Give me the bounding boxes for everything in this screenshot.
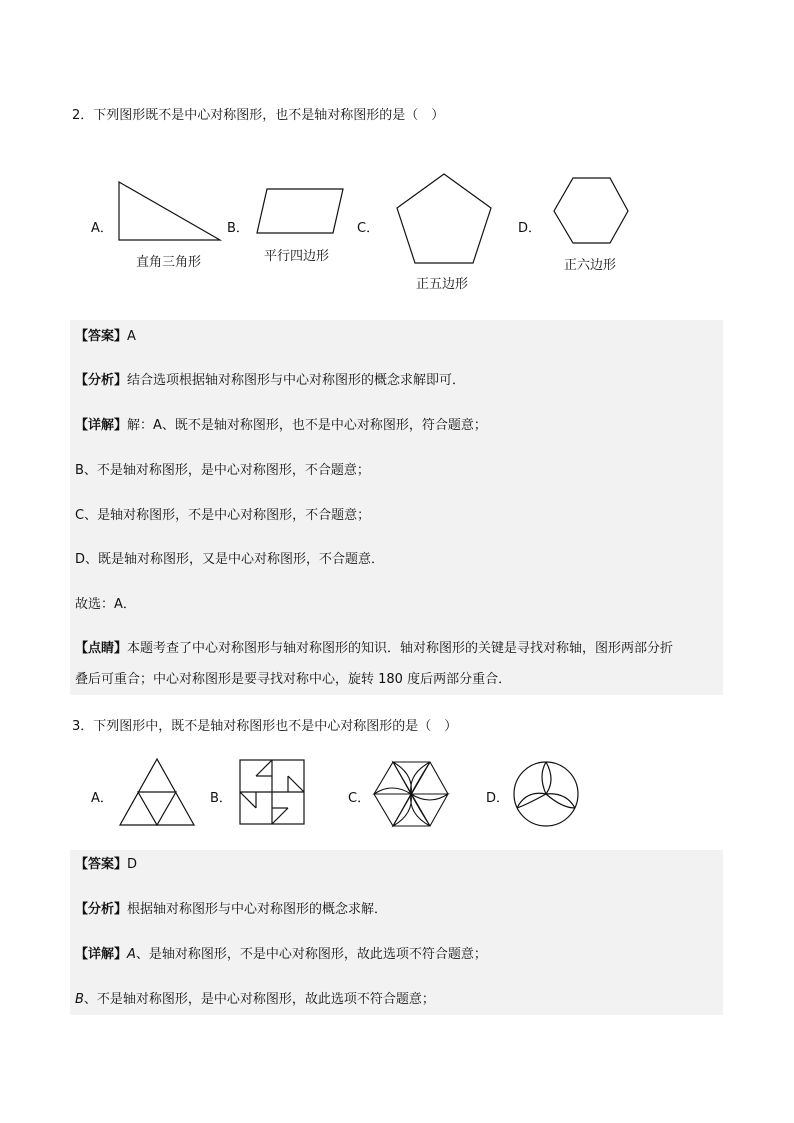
hexagon-flower-figure <box>374 762 448 826</box>
subdivided-triangle-figure <box>120 759 194 825</box>
detail-tag: 【详解】 <box>75 418 128 433</box>
q2-option-a-caption: 直角三角形 <box>136 255 202 270</box>
q2-detail-4: D、既是轴对称图形，又是中心对称图形，不合题意． <box>75 552 385 567</box>
comment-tag: 【点睛】 <box>75 641 128 656</box>
detail-letter: A <box>127 947 136 962</box>
q2-detail-3: C、是轴对称图形，不是中心对称图形，不合题意； <box>75 508 371 523</box>
detail-text: 解：A、既不是轴对称图形，也不是中心对称图形，符合题意； <box>127 418 487 433</box>
q2-comment-2: 叠后可重合；中心对称图形是要寻找对称中心，旋转 180 度后两部分重合． <box>75 672 512 687</box>
q3-detail-2 <box>75 990 435 1009</box>
q2-option-c-caption: 正五边形 <box>416 277 469 292</box>
analysis-tag: 【分析】 <box>75 373 128 388</box>
pinwheel-square-figure <box>240 760 304 824</box>
q2-choice: 故选：A． <box>75 597 136 612</box>
q3-analysis <box>75 900 387 919</box>
answer-tag: 【答案】 <box>75 857 128 872</box>
q2-option-b-label: B． <box>227 221 249 236</box>
q2-option-b-caption: 平行四边形 <box>264 249 330 264</box>
q2-option-d-label: D． <box>518 221 542 236</box>
q3-answer <box>75 855 137 874</box>
q2-option-a-label: A． <box>91 221 113 236</box>
q2-option-d-caption: 正六边形 <box>564 258 617 273</box>
analysis-text: 结合选项根据轴对称图形与中心对称图形的概念求解即可． <box>127 373 466 388</box>
analysis-text: 根据轴对称图形与中心对称图形的概念求解． <box>127 902 388 917</box>
detail-text: 、不是轴对称图形，是中心对称图形，故此选项不符合题意； <box>83 992 435 1007</box>
circle-three-blades-figure <box>514 762 578 826</box>
q3-option-c-label: C． <box>348 791 371 806</box>
answer-tag: 【答案】 <box>75 329 128 344</box>
q2-title: 2．下列图形既不是中心对称图形，也不是轴对称图形的是（ ） <box>72 108 445 123</box>
q2-option-c-label: C． <box>357 221 380 236</box>
detail-text: 、是轴对称图形，不是中心对称图形，故此选项不符合题意； <box>135 947 487 962</box>
answer-value: A <box>127 329 136 344</box>
q3-title: 3．下列图形中，既不是轴对称图形也不是中心对称图形的是（ ） <box>72 719 458 734</box>
q3-option-d-label: D． <box>486 791 510 806</box>
q3-option-b-label: B． <box>210 791 232 806</box>
comment-text: 本题考查了中心对称图形与轴对称图形的知识．轴对称图形的关键是寻找对称轴，图形两部分折 <box>127 641 674 656</box>
answer-value: D <box>127 857 138 872</box>
q3-detail-1 <box>75 945 487 964</box>
analysis-tag: 【分析】 <box>75 902 128 917</box>
q2-detail-2: B、不是轴对称图形，是中心对称图形，不合题意； <box>75 463 370 478</box>
detail-tag: 【详解】 <box>75 947 128 962</box>
q3-option-a-label: A． <box>91 791 113 806</box>
detail-letter: B <box>75 992 84 1007</box>
